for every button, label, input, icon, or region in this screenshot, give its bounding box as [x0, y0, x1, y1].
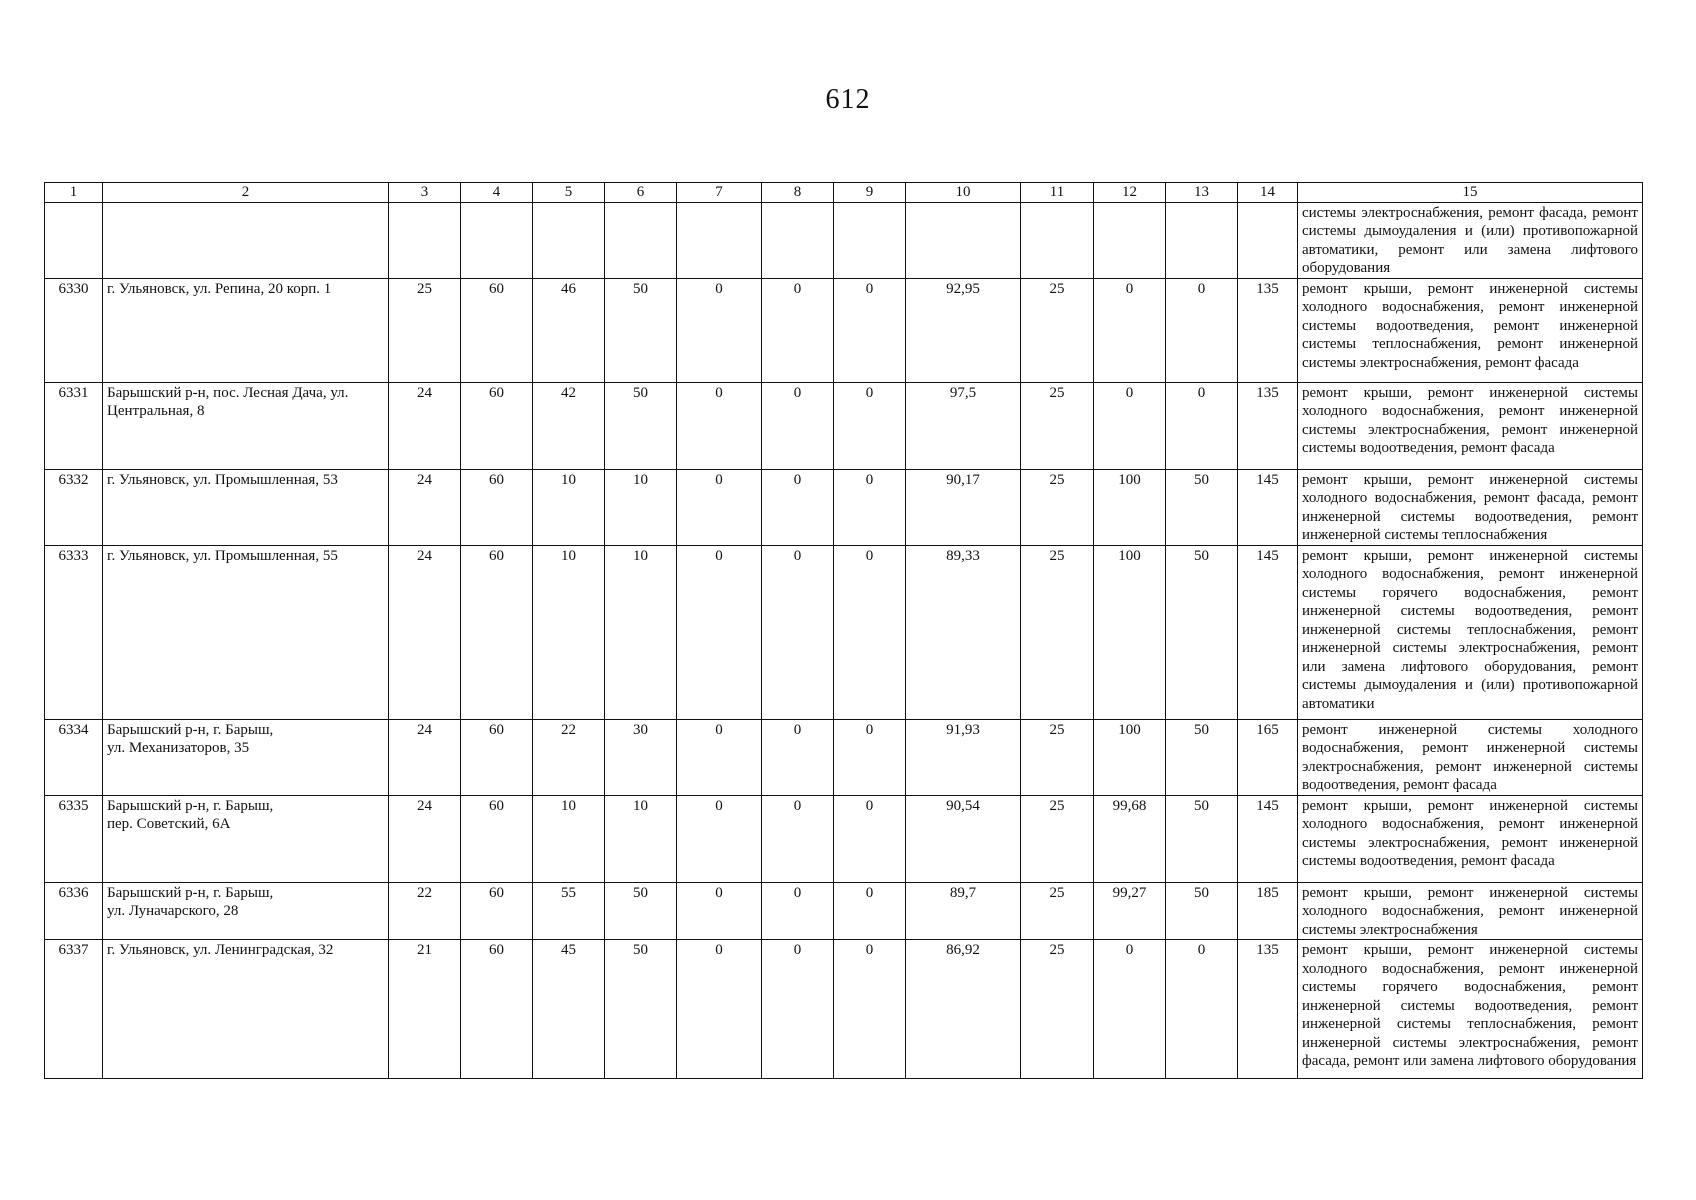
value-cell: 25 — [1021, 795, 1094, 882]
page-number: 612 — [825, 84, 871, 115]
value-cell: 0 — [1166, 382, 1238, 469]
value-cell: 0 — [834, 278, 906, 382]
value-cell: 0 — [762, 278, 834, 382]
value-cell — [834, 202, 906, 278]
value-cell: 55 — [533, 882, 605, 940]
value-cell: 135 — [1238, 382, 1298, 469]
row-id-cell: 6333 — [45, 545, 103, 719]
value-cell: 0 — [677, 940, 762, 1079]
value-cell: 145 — [1238, 795, 1298, 882]
works-cell: ремонт крыши, ремонт инженерной системы холодного водоснабжения, ремонт фасада, ремонт инженерной системы водоотведения, ремонт инженерной системы теплоснабжения — [1298, 469, 1643, 545]
value-cell: 24 — [389, 719, 461, 795]
value-cell: 0 — [1094, 278, 1166, 382]
value-cell: 0 — [762, 382, 834, 469]
row-id-cell: 6331 — [45, 382, 103, 469]
value-cell: 25 — [1021, 469, 1094, 545]
value-cell: 0 — [1166, 940, 1238, 1079]
value-cell: 50 — [1166, 545, 1238, 719]
value-cell: 22 — [389, 882, 461, 940]
table-row — [45, 882, 1643, 940]
header-row — [45, 183, 1643, 203]
value-cell: 0 — [1166, 278, 1238, 382]
value-cell: 10 — [533, 545, 605, 719]
address-cell: г. Ульяновск, ул. Репина, 20 корп. 1 — [103, 278, 389, 382]
value-cell: 50 — [605, 940, 677, 1079]
address-cell: Барышский р-н, г. Барыш, ул. Луначарского, 28 — [103, 882, 389, 940]
value-cell: 89,33 — [906, 545, 1021, 719]
works-cell: ремонт крыши, ремонт инженерной системы холодного водоснабжения, ремонт инженерной системы электроснабжения, ремонт инженерной системы водоотведения, ремонт фасада — [1298, 795, 1643, 882]
address-cell — [103, 202, 389, 278]
column-header: 13 — [1166, 183, 1238, 203]
value-cell: 60 — [461, 882, 533, 940]
value-cell: 50 — [605, 278, 677, 382]
works-cell: ремонт крыши, ремонт инженерной системы холодного водоснабжения, ремонт инженерной системы электроснабжения — [1298, 882, 1643, 940]
value-cell: 99,68 — [1094, 795, 1166, 882]
table-row — [45, 202, 1643, 278]
works-cell: ремонт инженерной системы холодного водоснабжения, ремонт инженерной системы электроснабжения, ремонт инженерной системы водоотведения, ремонт фасада — [1298, 719, 1643, 795]
value-cell: 0 — [677, 545, 762, 719]
value-cell: 0 — [1094, 940, 1166, 1079]
value-cell: 0 — [834, 382, 906, 469]
column-header: 1 — [45, 183, 103, 203]
row-id-cell: 6336 — [45, 882, 103, 940]
value-cell: 50 — [1166, 882, 1238, 940]
value-cell: 60 — [461, 940, 533, 1079]
value-cell — [461, 202, 533, 278]
value-cell — [677, 202, 762, 278]
table-row — [45, 719, 1643, 795]
value-cell: 10 — [605, 545, 677, 719]
value-cell: 10 — [605, 795, 677, 882]
value-cell: 50 — [605, 882, 677, 940]
value-cell: 21 — [389, 940, 461, 1079]
works-cell: ремонт крыши, ремонт инженерной системы холодного водоснабжения, ремонт инженерной системы горячего водоснабжения, ремонт инженерной системы водоотведения, ремонт инженерной системы теплоснабжения, ремонт инженерной системы электроснабжения, ремонт или замена лифтового оборудования, ремонт системы дымоудаления и (или) противопожарной автоматики — [1298, 545, 1643, 719]
value-cell — [1166, 202, 1238, 278]
value-cell: 100 — [1094, 545, 1166, 719]
value-cell: 60 — [461, 469, 533, 545]
row-id-cell: 6332 — [45, 469, 103, 545]
value-cell: 89,7 — [906, 882, 1021, 940]
table-row — [45, 382, 1643, 469]
value-cell: 0 — [762, 719, 834, 795]
value-cell: 0 — [677, 469, 762, 545]
value-cell: 24 — [389, 795, 461, 882]
value-cell: 0 — [834, 795, 906, 882]
value-cell: 165 — [1238, 719, 1298, 795]
row-id-cell: 6330 — [45, 278, 103, 382]
column-header: 2 — [103, 183, 389, 203]
column-header: 7 — [677, 183, 762, 203]
value-cell: 60 — [461, 278, 533, 382]
column-header: 11 — [1021, 183, 1094, 203]
value-cell: 0 — [834, 882, 906, 940]
table-row — [45, 278, 1643, 382]
value-cell — [389, 202, 461, 278]
column-header: 4 — [461, 183, 533, 203]
value-cell: 50 — [1166, 795, 1238, 882]
row-id-cell: 6335 — [45, 795, 103, 882]
value-cell: 0 — [762, 882, 834, 940]
value-cell: 60 — [461, 545, 533, 719]
column-header: 5 — [533, 183, 605, 203]
value-cell: 45 — [533, 940, 605, 1079]
column-header: 8 — [762, 183, 834, 203]
value-cell — [762, 202, 834, 278]
value-cell: 92,95 — [906, 278, 1021, 382]
value-cell — [1238, 202, 1298, 278]
value-cell: 135 — [1238, 278, 1298, 382]
row-id-cell: 6334 — [45, 719, 103, 795]
value-cell: 86,92 — [906, 940, 1021, 1079]
value-cell: 50 — [605, 382, 677, 469]
value-cell: 0 — [762, 469, 834, 545]
value-cell: 0 — [762, 795, 834, 882]
value-cell — [1021, 202, 1094, 278]
register-table — [44, 182, 1643, 1079]
column-header: 15 — [1298, 183, 1643, 203]
value-cell: 185 — [1238, 882, 1298, 940]
address-cell: Барышский р-н, г. Барыш, ул. Механизаторов, 35 — [103, 719, 389, 795]
address-cell: г. Ульяновск, ул. Ленинградская, 32 — [103, 940, 389, 1079]
value-cell: 24 — [389, 469, 461, 545]
value-cell: 24 — [389, 382, 461, 469]
value-cell: 60 — [461, 382, 533, 469]
value-cell — [605, 202, 677, 278]
value-cell: 25 — [1021, 545, 1094, 719]
column-header: 12 — [1094, 183, 1166, 203]
value-cell: 0 — [677, 278, 762, 382]
column-header: 10 — [906, 183, 1021, 203]
value-cell: 42 — [533, 382, 605, 469]
value-cell: 22 — [533, 719, 605, 795]
table-row — [45, 545, 1643, 719]
works-cell: системы электроснабжения, ремонт фасада, ремонт системы дымоудаления и (или) противопожарной автоматики, ремонт или замена лифтового оборудования — [1298, 202, 1643, 278]
value-cell — [1094, 202, 1166, 278]
table-row — [45, 795, 1643, 882]
value-cell: 0 — [1094, 382, 1166, 469]
works-cell: ремонт крыши, ремонт инженерной системы холодного водоснабжения, ремонт инженерной системы электроснабжения, ремонт инженерной системы водоотведения, ремонт фасада — [1298, 382, 1643, 469]
value-cell: 25 — [1021, 882, 1094, 940]
value-cell: 30 — [605, 719, 677, 795]
column-header: 9 — [834, 183, 906, 203]
value-cell: 91,93 — [906, 719, 1021, 795]
value-cell: 0 — [677, 795, 762, 882]
value-cell: 25 — [389, 278, 461, 382]
value-cell: 0 — [762, 940, 834, 1079]
row-id-cell — [45, 202, 103, 278]
address-cell: г. Ульяновск, ул. Промышленная, 55 — [103, 545, 389, 719]
value-cell: 100 — [1094, 719, 1166, 795]
value-cell — [533, 202, 605, 278]
value-cell: 99,27 — [1094, 882, 1166, 940]
value-cell: 50 — [1166, 719, 1238, 795]
value-cell: 0 — [834, 545, 906, 719]
value-cell: 0 — [834, 719, 906, 795]
address-cell: г. Ульяновск, ул. Промышленная, 53 — [103, 469, 389, 545]
value-cell: 135 — [1238, 940, 1298, 1079]
value-cell: 97,5 — [906, 382, 1021, 469]
column-header: 3 — [389, 183, 461, 203]
address-cell: Барышский р-н, пос. Лесная Дача, ул. Центральная, 8 — [103, 382, 389, 469]
value-cell: 90,17 — [906, 469, 1021, 545]
works-cell: ремонт крыши, ремонт инженерной системы холодного водоснабжения, ремонт инженерной системы горячего водоснабжения, ремонт инженерной системы водоотведения, ремонт инженерной системы теплоснабжения, ремонт инженерной системы электроснабжения, ремонт фасада, ремонт или замена лифтового оборудования — [1298, 940, 1643, 1079]
value-cell: 60 — [461, 795, 533, 882]
address-cell: Барышский р-н, г. Барыш, пер. Советский, 6А — [103, 795, 389, 882]
table-row — [45, 940, 1643, 1079]
column-header: 14 — [1238, 183, 1298, 203]
value-cell: 60 — [461, 719, 533, 795]
works-cell: ремонт крыши, ремонт инженерной системы холодного водоснабжения, ремонт инженерной системы водоотведения, ремонт инженерной системы теплоснабжения, ремонт инженерной системы электроснабжения, ремонт фасада — [1298, 278, 1643, 382]
value-cell: 0 — [762, 545, 834, 719]
value-cell: 10 — [533, 469, 605, 545]
value-cell: 145 — [1238, 469, 1298, 545]
value-cell: 100 — [1094, 469, 1166, 545]
value-cell: 0 — [677, 882, 762, 940]
table-row — [45, 469, 1643, 545]
value-cell: 50 — [1166, 469, 1238, 545]
column-header: 6 — [605, 183, 677, 203]
value-cell: 25 — [1021, 278, 1094, 382]
value-cell: 46 — [533, 278, 605, 382]
value-cell: 0 — [677, 382, 762, 469]
value-cell: 145 — [1238, 545, 1298, 719]
value-cell: 25 — [1021, 940, 1094, 1079]
value-cell — [906, 202, 1021, 278]
value-cell: 0 — [677, 719, 762, 795]
row-id-cell: 6337 — [45, 940, 103, 1079]
value-cell: 0 — [834, 469, 906, 545]
value-cell: 10 — [533, 795, 605, 882]
value-cell: 90,54 — [906, 795, 1021, 882]
value-cell: 10 — [605, 469, 677, 545]
value-cell: 25 — [1021, 719, 1094, 795]
value-cell: 25 — [1021, 382, 1094, 469]
value-cell: 0 — [834, 940, 906, 1079]
value-cell: 24 — [389, 545, 461, 719]
